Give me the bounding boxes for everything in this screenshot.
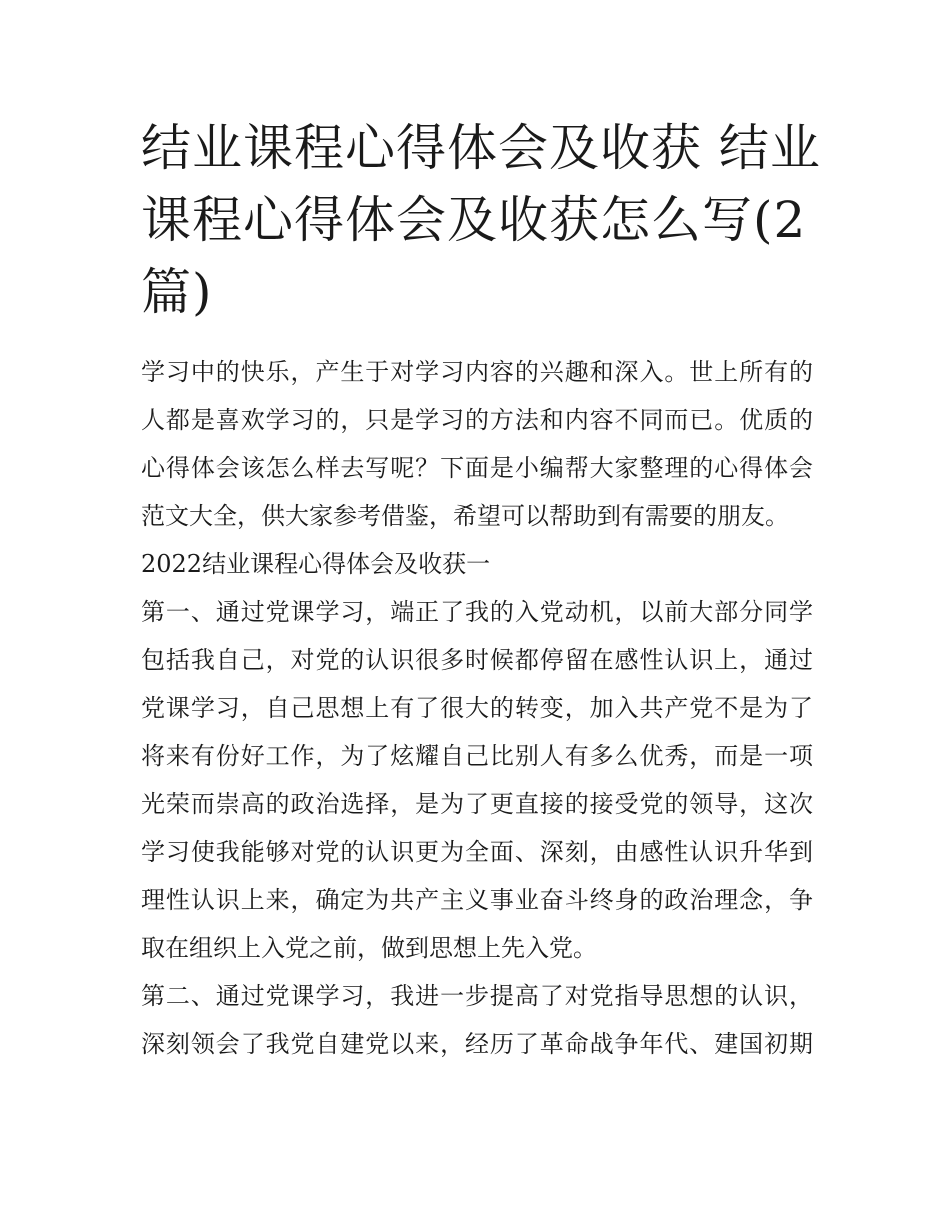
title-line: 课程心得体会及收获怎么写(2 xyxy=(141,191,807,249)
title-line: 篇) xyxy=(141,263,213,321)
body-paragraph-2 xyxy=(141,972,813,1068)
text-line: 第一、通过党课学习，端正了我的入党动机，以前大部分同学 xyxy=(141,598,813,626)
text-line: 第二、通过党课学习，我进一步提高了对党指导思想的认识， xyxy=(141,982,813,1010)
text-line: 学习中的快乐，产生于对学习内容的兴趣和深入。世上所有的 xyxy=(141,358,813,386)
text-line: 包括我自己，对党的认识很多时候都停留在感性认识上，通过 xyxy=(141,646,813,674)
document-title xyxy=(141,112,821,328)
text-line: 将来有份好工作，为了炫耀自己比别人有多么优秀，而是一项 xyxy=(141,742,813,770)
body-paragraph-1 xyxy=(141,588,813,972)
text-line: 党课学习，自己思想上有了很大的转变，加入共产党不是为了 xyxy=(141,694,813,722)
text-line: 人都是喜欢学习的，只是学习的方法和内容不同而已。优质的 xyxy=(141,406,813,434)
text-line: 深刻领会了我党自建党以来，经历了革命战争年代、建国初期 xyxy=(141,1030,813,1058)
text-line: 光荣而崇高的政治选择，是为了更直接的接受党的领导，这次 xyxy=(141,790,813,818)
title-line: 结业课程心得体会及收获 结业 xyxy=(141,119,821,177)
text-line: 范文大全，供大家参考借鉴，希望可以帮助到有需要的朋友。 xyxy=(141,502,789,530)
document-body xyxy=(141,348,813,1068)
text-line: 取在组织上入党之前，做到思想上先入党。 xyxy=(141,934,597,962)
text-line: 心得体会该怎么样去写呢？下面是小编帮大家整理的心得体会 xyxy=(141,454,813,482)
document-page xyxy=(141,112,821,1068)
intro-paragraph xyxy=(141,348,813,540)
text-line: 理性认识上来，确定为共产主义事业奋斗终身的政治理念，争 xyxy=(141,886,813,914)
text-line: 学习使我能够对党的认识更为全面、深刻，由感性认识升华到 xyxy=(141,838,813,866)
section-heading: 2022结业课程心得体会及收获一 xyxy=(141,550,491,578)
